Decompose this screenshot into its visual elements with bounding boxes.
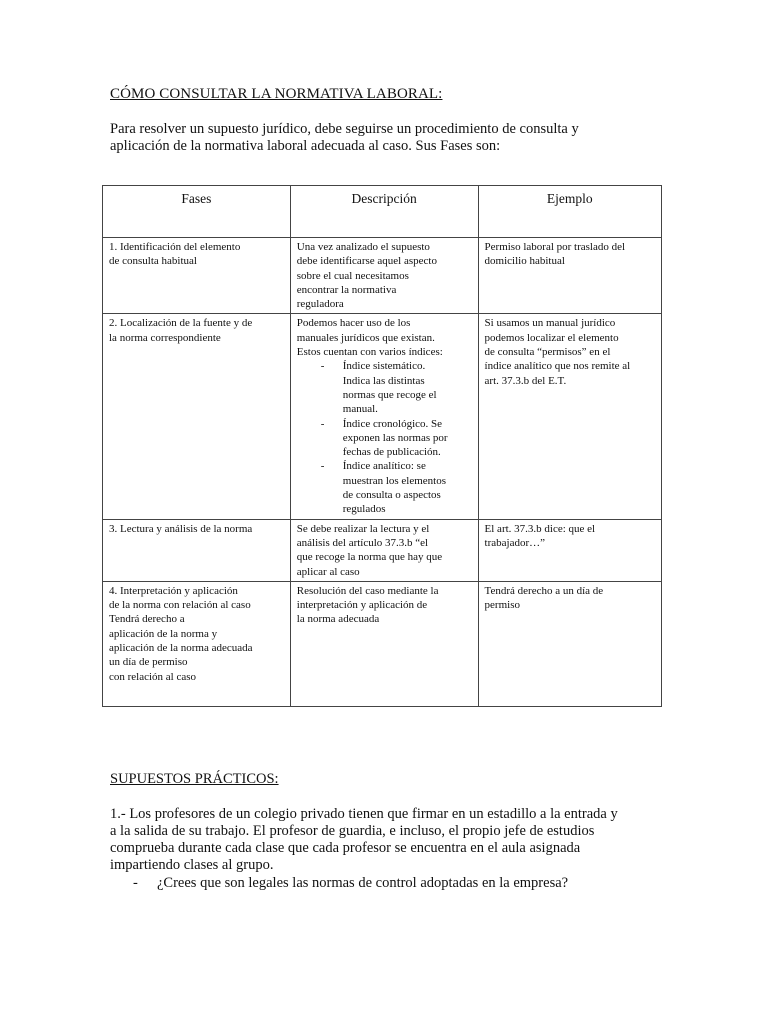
table-row [103, 314, 662, 519]
cell-text: 2. Localización de la fuente y de [109, 317, 253, 330]
cell-text: que recoge la norma que hay que [296, 551, 443, 564]
cell-text: domicilio habitual [484, 255, 565, 268]
ejemplo-cell [478, 238, 661, 314]
cell-text: Índice cronológico. Se [342, 417, 443, 430]
page-title: CÓMO CONSULTAR LA NORMATIVA LABORAL: [110, 86, 443, 102]
cell-text: de consulta “permisos” en el [484, 346, 611, 359]
cell-text: manual. [342, 403, 378, 416]
intro-line: aplicación de la normativa laboral adecuada al caso. Sus Fases son: [110, 138, 501, 154]
cell-text: manuales jurídicos que existan. [296, 331, 435, 344]
column-header-ejemplo: Ejemplo [478, 186, 661, 238]
cell-text: trabajador…” [484, 536, 545, 549]
table-row [103, 519, 662, 581]
cell-text: Tendrá derecho a [109, 613, 185, 626]
intro-paragraph [110, 121, 670, 155]
cell-text: El art. 37.3.b dice: que el [484, 522, 596, 535]
cell-text: reguladora [296, 298, 344, 311]
list-dash: - [320, 417, 325, 430]
cell-text: con relación al caso [109, 670, 197, 683]
cell-text: aplicación de la norma y [109, 627, 218, 640]
fase-cell [103, 314, 291, 519]
list-item [321, 417, 472, 460]
table-row [103, 238, 662, 314]
cell-text: art. 37.3.b del E.T. [484, 374, 567, 387]
cell-text: Índice sistemático. [342, 360, 426, 373]
cell-text: Podemos hacer uso de los [296, 317, 411, 330]
paragraph-line: a la salida de su trabajo. El profesor de guardia, e incluso, el propio jefe de estudios [110, 823, 595, 839]
fase-cell [103, 519, 291, 581]
descripcion-cell [290, 519, 478, 581]
indices-list [297, 359, 472, 516]
fase-cell [103, 581, 291, 706]
cell-text: regulados [342, 503, 386, 516]
ejemplo-cell [478, 519, 661, 581]
fase-cell [103, 238, 291, 314]
cell-text: Índice analítico: se [342, 460, 426, 473]
descripcion-cell [290, 238, 478, 314]
cell-text: Resolución del caso mediante la [296, 584, 439, 597]
cell-text: Se debe realizar la lectura y el [296, 522, 430, 535]
cell-text: interpretación y aplicación de [296, 599, 428, 612]
cell-text: índice analítico que nos remite al [484, 360, 631, 373]
list-dash: - [320, 360, 325, 373]
question-text: ¿Crees que son legales las normas de control adoptadas en la empresa? [157, 875, 569, 891]
intro-line: Para resolver un supuesto jurídico, debe seguirse un procedimiento de consulta y [110, 121, 579, 137]
descripcion-cell [290, 581, 478, 706]
list-item [321, 459, 472, 516]
cell-text: Indica las distintas [342, 374, 425, 387]
list-dash: - [320, 460, 325, 473]
cell-text: sobre el cual necesitamos [296, 269, 409, 282]
cell-text: de la norma con relación al caso [109, 599, 251, 612]
cell-text: Tendrá derecho a un día de [484, 584, 604, 597]
cell-text: normas que recoge el [342, 388, 437, 401]
cell-text: aplicar al caso [296, 565, 360, 578]
cell-text: Si usamos un manual jurídico [484, 317, 616, 330]
ejemplo-cell [478, 581, 661, 706]
paragraph-line: comprueba durante cada clase que cada profesor se encuentra en el aula asignada [110, 840, 581, 856]
table-row [103, 581, 662, 706]
paragraph-line: 1.- Los profesores de un colegio privado tienen que firmar en un estadillo a la entrada y [110, 806, 618, 822]
fases-table [102, 185, 662, 707]
ejemplo-cell [478, 314, 661, 519]
cell-text: Una vez analizado el supuesto [296, 241, 430, 253]
cell-text: 1. Identificación del elemento [109, 241, 241, 253]
cell-text: 4. Interpretación y aplicación [109, 584, 238, 597]
cell-text: fechas de publicación. [342, 446, 441, 459]
cell-text: un día de permiso [109, 656, 188, 669]
column-header-descripcion: Descripción [290, 186, 478, 238]
table-header-row [103, 186, 662, 238]
supuesto-paragraph [110, 806, 670, 874]
cell-text: encontrar la normativa [296, 283, 397, 296]
cell-text: de consulta habitual [109, 255, 197, 268]
cell-text: la norma correspondiente [109, 331, 221, 344]
column-header-fases: Fases [103, 186, 291, 238]
cell-text: de consulta o aspectos [342, 489, 441, 502]
cell-text: Permiso laboral por traslado del [484, 241, 626, 253]
descripcion-cell [290, 314, 478, 519]
question-item [133, 875, 568, 892]
question-dash: - [133, 875, 138, 891]
cell-text: podemos localizar el elemento [484, 331, 619, 344]
cell-text: aplicación de la norma adecuada [109, 642, 253, 655]
paragraph-line: impartiendo clases al grupo. [110, 857, 274, 873]
cell-text: debe identificarse aquel aspecto [296, 255, 437, 268]
cell-text: la norma adecuada [296, 613, 380, 626]
cell-text: análisis del artículo 37.3.b “el [296, 536, 429, 549]
cell-text: exponen las normas por [342, 431, 448, 444]
cell-text: permiso [484, 599, 520, 612]
cell-text: 3. Lectura y análisis de la norma [109, 522, 253, 535]
list-item [321, 359, 472, 416]
cell-text: muestran los elementos [342, 474, 447, 487]
section-title: SUPUESTOS PRÁCTICOS: [110, 771, 279, 787]
cell-text: Estos cuentan con varios índices: [296, 346, 443, 359]
